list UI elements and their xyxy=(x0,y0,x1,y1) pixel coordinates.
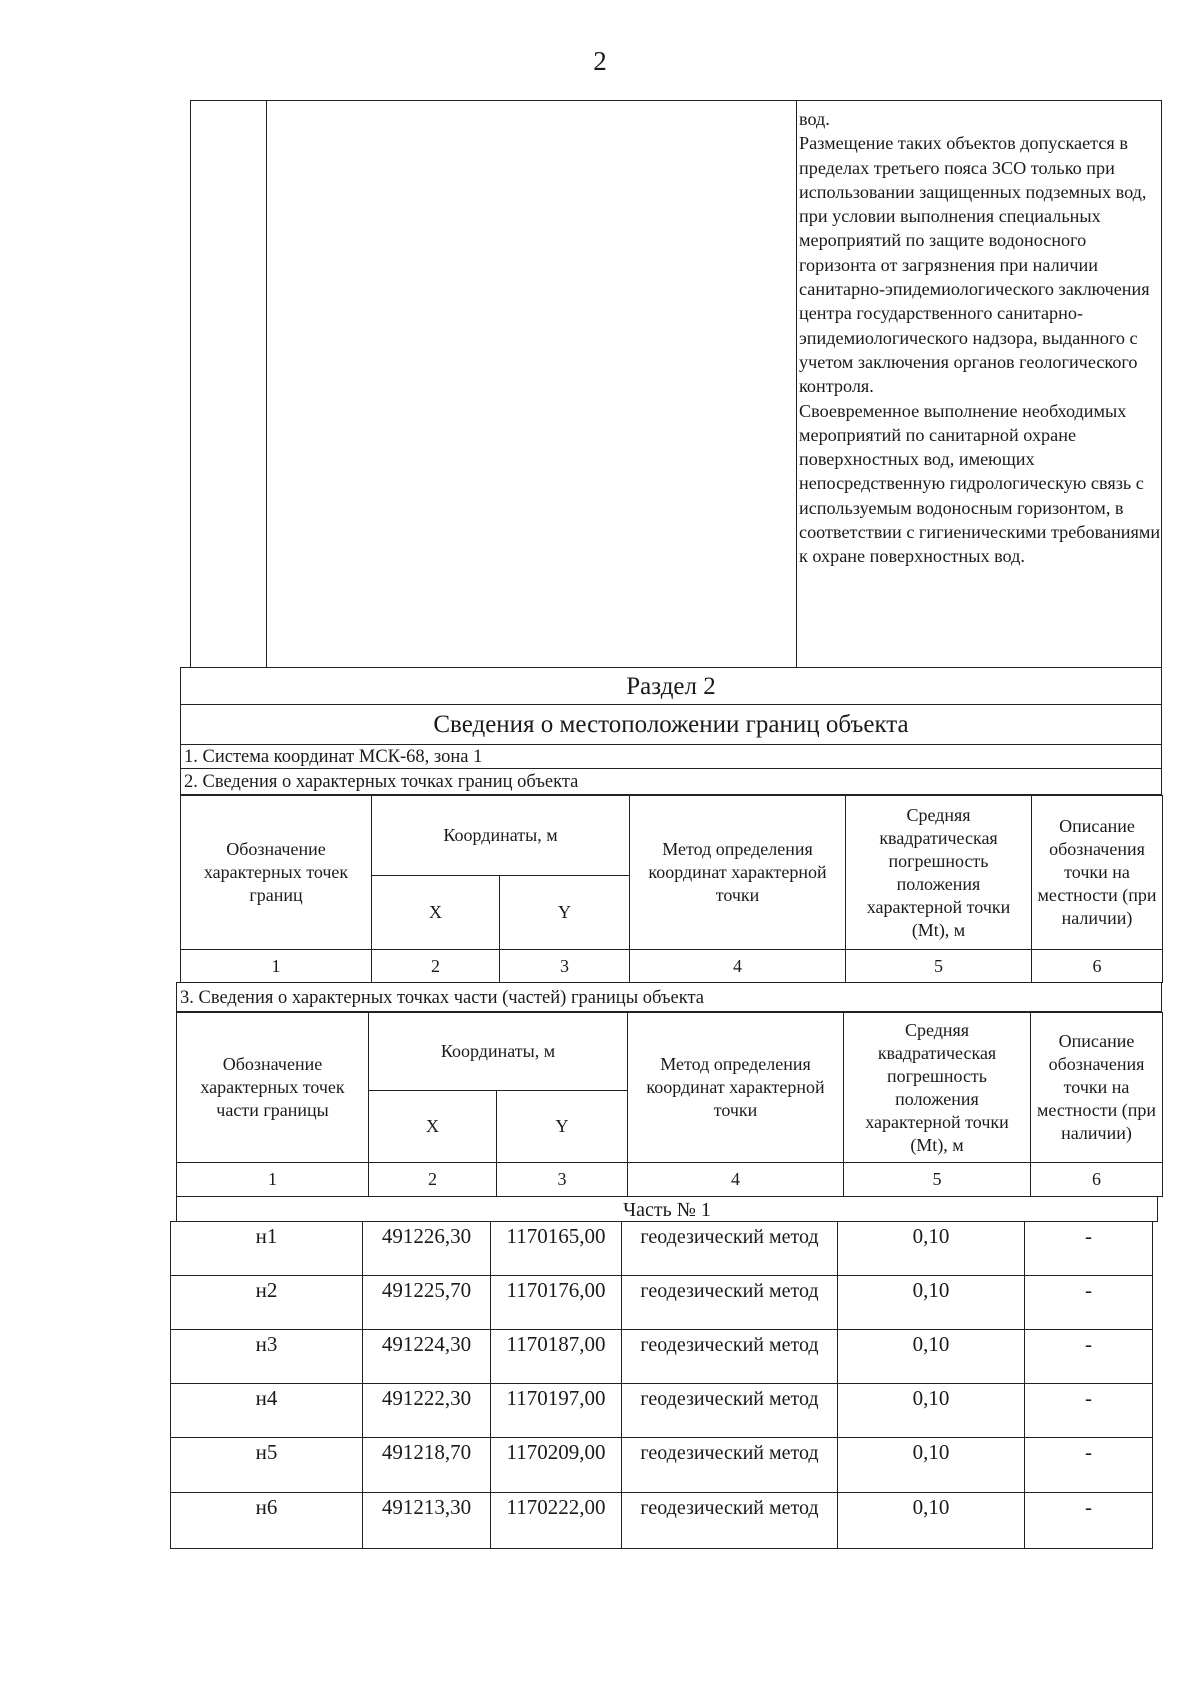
table-row xyxy=(171,1276,1153,1330)
section-subtitle: Сведения о местоположении границ объекта xyxy=(180,705,1162,745)
point-mt: 0,10 xyxy=(838,1222,1025,1276)
part-points-data-table xyxy=(170,1221,1153,1549)
column-number: 1 xyxy=(181,950,372,983)
point-x: 491213,30 xyxy=(363,1493,491,1549)
column-number: 6 xyxy=(1031,1163,1163,1197)
continuation-paragraph: вод. xyxy=(799,109,830,129)
point-mt: 0,10 xyxy=(838,1438,1025,1493)
point-description: - xyxy=(1025,1276,1153,1330)
point-id: н4 xyxy=(171,1384,363,1438)
header-method: Метод определения координат характерной точки xyxy=(628,1013,844,1163)
column-number: 5 xyxy=(846,950,1032,983)
point-y: 1170176,00 xyxy=(491,1276,622,1330)
point-mt: 0,10 xyxy=(838,1384,1025,1438)
point-id: н1 xyxy=(171,1222,363,1276)
header-coordinates: Координаты, м xyxy=(372,796,630,876)
header-mean-error: Средняя квадратическая погрешность положения характерной точки (Mt), м xyxy=(846,796,1032,950)
points-heading: 2. Сведения о характерных точках границ объекта xyxy=(180,769,1162,795)
table-row xyxy=(171,1330,1153,1384)
column-number: 4 xyxy=(630,950,846,983)
continuation-paragraph: Своевременное выполнение необходимых мероприятий по санитарной охране поверхностных вод, имеющих непосредственную гидрологическую связь с используемым водоносным горизонтом, в соответствии с гигиеническими требованиями к охране поверхностных вод. xyxy=(799,400,1161,567)
point-description: - xyxy=(1025,1330,1153,1384)
header-coordinates: Координаты, м xyxy=(369,1013,628,1091)
column-number: 3 xyxy=(500,950,630,983)
point-method: геодезический метод xyxy=(622,1438,838,1493)
point-y: 1170165,00 xyxy=(491,1222,622,1276)
header-point-designation: Обозначение характерных точек части границы xyxy=(177,1013,369,1163)
continuation-paragraph: Размещение таких объектов допускается в пределах третьего пояса ЗСО только при использовании защищенных подземных вод, при условии выполнения специальных мероприятий по защите водоносного горизонта от загрязнения при наличии санитарно-эпидемиологического заключения центра государственного санитарно-эпидемиологического надзора, выданного с учетом заключения органов геологического контроля. xyxy=(799,133,1150,397)
continuation-cell-1 xyxy=(191,101,267,667)
table-row xyxy=(171,1384,1153,1438)
point-y: 1170222,00 xyxy=(491,1493,622,1549)
point-mt: 0,10 xyxy=(838,1276,1025,1330)
table-row xyxy=(171,1438,1153,1493)
continuation-table xyxy=(190,100,1162,668)
point-id: н2 xyxy=(171,1276,363,1330)
table-row xyxy=(171,1222,1153,1276)
continuation-text xyxy=(799,107,1161,569)
boundary-points-header-table xyxy=(180,795,1163,983)
header-x: X xyxy=(372,876,500,950)
parts-heading: 3. Сведения о характерных точках части (частей) границы объекта xyxy=(176,982,1162,1012)
point-description: - xyxy=(1025,1222,1153,1276)
header-x: X xyxy=(369,1091,497,1163)
point-x: 491218,70 xyxy=(363,1438,491,1493)
point-description: - xyxy=(1025,1493,1153,1549)
point-method: геодезический метод xyxy=(622,1330,838,1384)
header-method: Метод определения координат характерной точки xyxy=(630,796,846,950)
header-point-designation: Обозначение характерных точек границ xyxy=(181,796,372,950)
point-id: н3 xyxy=(171,1330,363,1384)
point-id: н6 xyxy=(171,1493,363,1549)
point-y: 1170209,00 xyxy=(491,1438,622,1493)
table-row xyxy=(171,1493,1153,1549)
column-number: 2 xyxy=(369,1163,497,1197)
coordinate-system: 1. Система координат МСК-68, зона 1 xyxy=(180,745,1162,769)
header-mean-error: Средняя квадратическая погрешность положения характерной точки (Mt), м xyxy=(844,1013,1031,1163)
column-number: 2 xyxy=(372,950,500,983)
header-y: Y xyxy=(497,1091,628,1163)
point-y: 1170197,00 xyxy=(491,1384,622,1438)
point-description: - xyxy=(1025,1438,1153,1493)
section-title: Раздел 2 xyxy=(180,667,1162,705)
part-points-header-table xyxy=(176,1012,1163,1197)
header-description: Описание обозначения точки на местности (при наличии) xyxy=(1032,796,1163,950)
point-id: н5 xyxy=(171,1438,363,1493)
part-label: Часть № 1 xyxy=(176,1196,1158,1222)
column-number: 6 xyxy=(1032,950,1163,983)
page-number: 2 xyxy=(593,46,607,76)
header-y: Y xyxy=(500,876,630,950)
column-number: 3 xyxy=(497,1163,628,1197)
column-number: 5 xyxy=(844,1163,1031,1197)
point-x: 491222,30 xyxy=(363,1384,491,1438)
column-number: 4 xyxy=(628,1163,844,1197)
point-mt: 0,10 xyxy=(838,1493,1025,1549)
point-method: геодезический метод xyxy=(622,1222,838,1276)
point-mt: 0,10 xyxy=(838,1330,1025,1384)
point-x: 491226,30 xyxy=(363,1222,491,1276)
point-x: 491224,30 xyxy=(363,1330,491,1384)
point-x: 491225,70 xyxy=(363,1276,491,1330)
point-method: геодезический метод xyxy=(622,1276,838,1330)
point-y: 1170187,00 xyxy=(491,1330,622,1384)
column-number: 1 xyxy=(177,1163,369,1197)
header-description: Описание обозначения точки на местности (при наличии) xyxy=(1031,1013,1163,1163)
point-description: - xyxy=(1025,1384,1153,1438)
point-method: геодезический метод xyxy=(622,1493,838,1549)
point-method: геодезический метод xyxy=(622,1384,838,1438)
